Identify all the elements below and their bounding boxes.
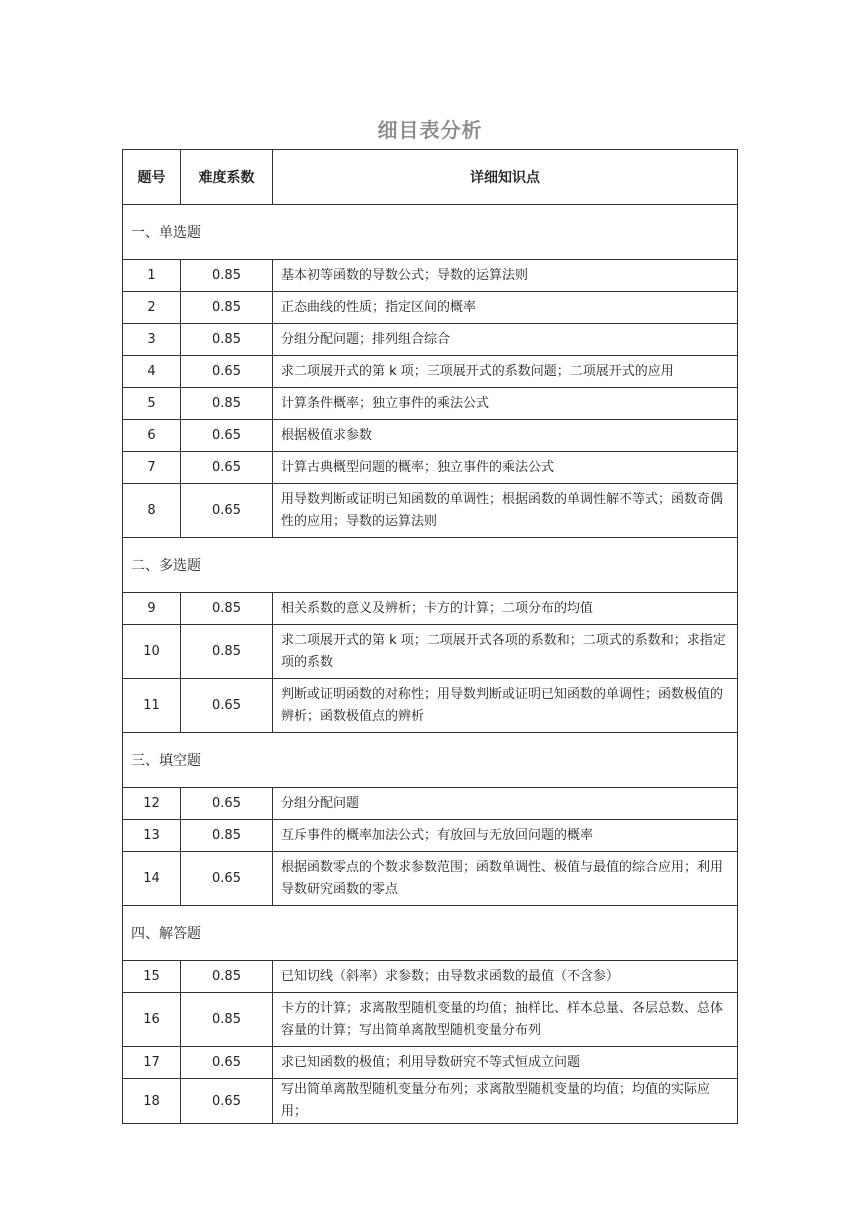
- header-knowledge-points: 详细知识点: [273, 150, 738, 205]
- question-number: 6: [123, 420, 181, 452]
- table-row: [123, 484, 738, 538]
- knowledge-points: 互斥事件的概率加法公式；有放回与无放回问题的概率: [273, 820, 738, 852]
- knowledge-points: 分组分配问题: [273, 788, 738, 820]
- difficulty-value: 0.85: [181, 593, 273, 625]
- question-number: 17: [123, 1047, 181, 1079]
- question-number: 11: [123, 679, 181, 733]
- difficulty-value: 0.85: [181, 292, 273, 324]
- section-row: [123, 205, 738, 260]
- knowledge-points: 求已知函数的极值；利用导数研究不等式恒成立问题: [273, 1047, 738, 1079]
- page-title: 细目表分析: [377, 118, 483, 142]
- difficulty-value: 0.65: [181, 420, 273, 452]
- question-number: 8: [123, 484, 181, 538]
- question-number: 18: [123, 1079, 181, 1124]
- difficulty-value: 0.85: [181, 625, 273, 679]
- question-number: 12: [123, 788, 181, 820]
- question-number: 10: [123, 625, 181, 679]
- section-heading: 二、多选题: [123, 538, 738, 593]
- table-row: [123, 993, 738, 1047]
- section-heading: 四、解答题: [123, 906, 738, 961]
- difficulty-value: 0.85: [181, 961, 273, 993]
- difficulty-value: 0.65: [181, 452, 273, 484]
- knowledge-points: 相关系数的意义及辨析；卡方的计算；二项分布的均值: [273, 593, 738, 625]
- question-number: 15: [123, 961, 181, 993]
- difficulty-value: 0.65: [181, 1079, 273, 1124]
- header-question-no: 题号: [123, 150, 181, 205]
- table-row: [123, 788, 738, 820]
- knowledge-points: 计算条件概率；独立事件的乘法公式: [273, 388, 738, 420]
- question-number: 14: [123, 852, 181, 906]
- breakdown-table: [122, 149, 738, 1124]
- question-number: 16: [123, 993, 181, 1047]
- difficulty-value: 0.85: [181, 993, 273, 1047]
- table-row: [123, 961, 738, 993]
- table-row: [123, 420, 738, 452]
- question-number: 2: [123, 292, 181, 324]
- section-row: [123, 538, 738, 593]
- section-row: [123, 733, 738, 788]
- difficulty-value: 0.65: [181, 788, 273, 820]
- table-row: [123, 593, 738, 625]
- table-row: [123, 852, 738, 906]
- section-heading: 一、单选题: [123, 205, 738, 260]
- knowledge-points: 已知切线（斜率）求参数；由导数求函数的最值（不含参）: [273, 961, 738, 993]
- table-row: [123, 820, 738, 852]
- table-row: [123, 324, 738, 356]
- knowledge-points: 用导数判断或证明已知函数的单调性；根据函数的单调性解不等式；函数奇偶性的应用；导数的运算法则: [273, 484, 738, 538]
- table-header-row: [123, 150, 738, 205]
- section-row: [123, 906, 738, 961]
- question-number: 13: [123, 820, 181, 852]
- question-number: 5: [123, 388, 181, 420]
- header-difficulty: 难度系数: [181, 150, 273, 205]
- knowledge-points: 求二项展开式的第 k 项；三项展开式的系数问题；二项展开式的应用: [273, 356, 738, 388]
- table-row: [123, 1047, 738, 1079]
- question-number: 1: [123, 260, 181, 292]
- table-row: [123, 356, 738, 388]
- question-number: 4: [123, 356, 181, 388]
- difficulty-value: 0.85: [181, 820, 273, 852]
- table-row: [123, 625, 738, 679]
- difficulty-value: 0.85: [181, 324, 273, 356]
- knowledge-points: 判断或证明函数的对称性；用导数判断或证明已知函数的单调性；函数极值的辨析；函数极值点的辨析: [273, 679, 738, 733]
- difficulty-value: 0.85: [181, 388, 273, 420]
- section-heading: 三、填空题: [123, 733, 738, 788]
- difficulty-value: 0.65: [181, 1047, 273, 1079]
- table-row: [123, 1079, 738, 1124]
- table-body: [123, 205, 738, 1124]
- table-row: [123, 452, 738, 484]
- difficulty-value: 0.65: [181, 484, 273, 538]
- knowledge-points: 写出简单离散型随机变量分布列；求离散型随机变量的均值；均值的实际应用；: [273, 1079, 738, 1124]
- knowledge-points: 根据函数零点的个数求参数范围；函数单调性、极值与最值的综合应用；利用导数研究函数的零点: [273, 852, 738, 906]
- difficulty-value: 0.65: [181, 852, 273, 906]
- table-row: [123, 388, 738, 420]
- table-row: [123, 292, 738, 324]
- question-number: 3: [123, 324, 181, 356]
- difficulty-value: 0.65: [181, 356, 273, 388]
- question-number: 9: [123, 593, 181, 625]
- knowledge-points: 正态曲线的性质；指定区间的概率: [273, 292, 738, 324]
- knowledge-points: 基本初等函数的导数公式；导数的运算法则: [273, 260, 738, 292]
- knowledge-points: 根据极值求参数: [273, 420, 738, 452]
- knowledge-points: 卡方的计算；求离散型随机变量的均值；抽样比、样本总量、各层总数、总体容量的计算；写出简单离散型随机变量分布列: [273, 993, 738, 1047]
- knowledge-points: 分组分配问题；排列组合综合: [273, 324, 738, 356]
- table-row: [123, 260, 738, 292]
- question-number: 7: [123, 452, 181, 484]
- difficulty-value: 0.85: [181, 260, 273, 292]
- knowledge-points: 求二项展开式的第 k 项；二项展开式各项的系数和；二项式的系数和；求指定项的系数: [273, 625, 738, 679]
- knowledge-points: 计算古典概型问题的概率；独立事件的乘法公式: [273, 452, 738, 484]
- difficulty-value: 0.65: [181, 679, 273, 733]
- table-row: [123, 679, 738, 733]
